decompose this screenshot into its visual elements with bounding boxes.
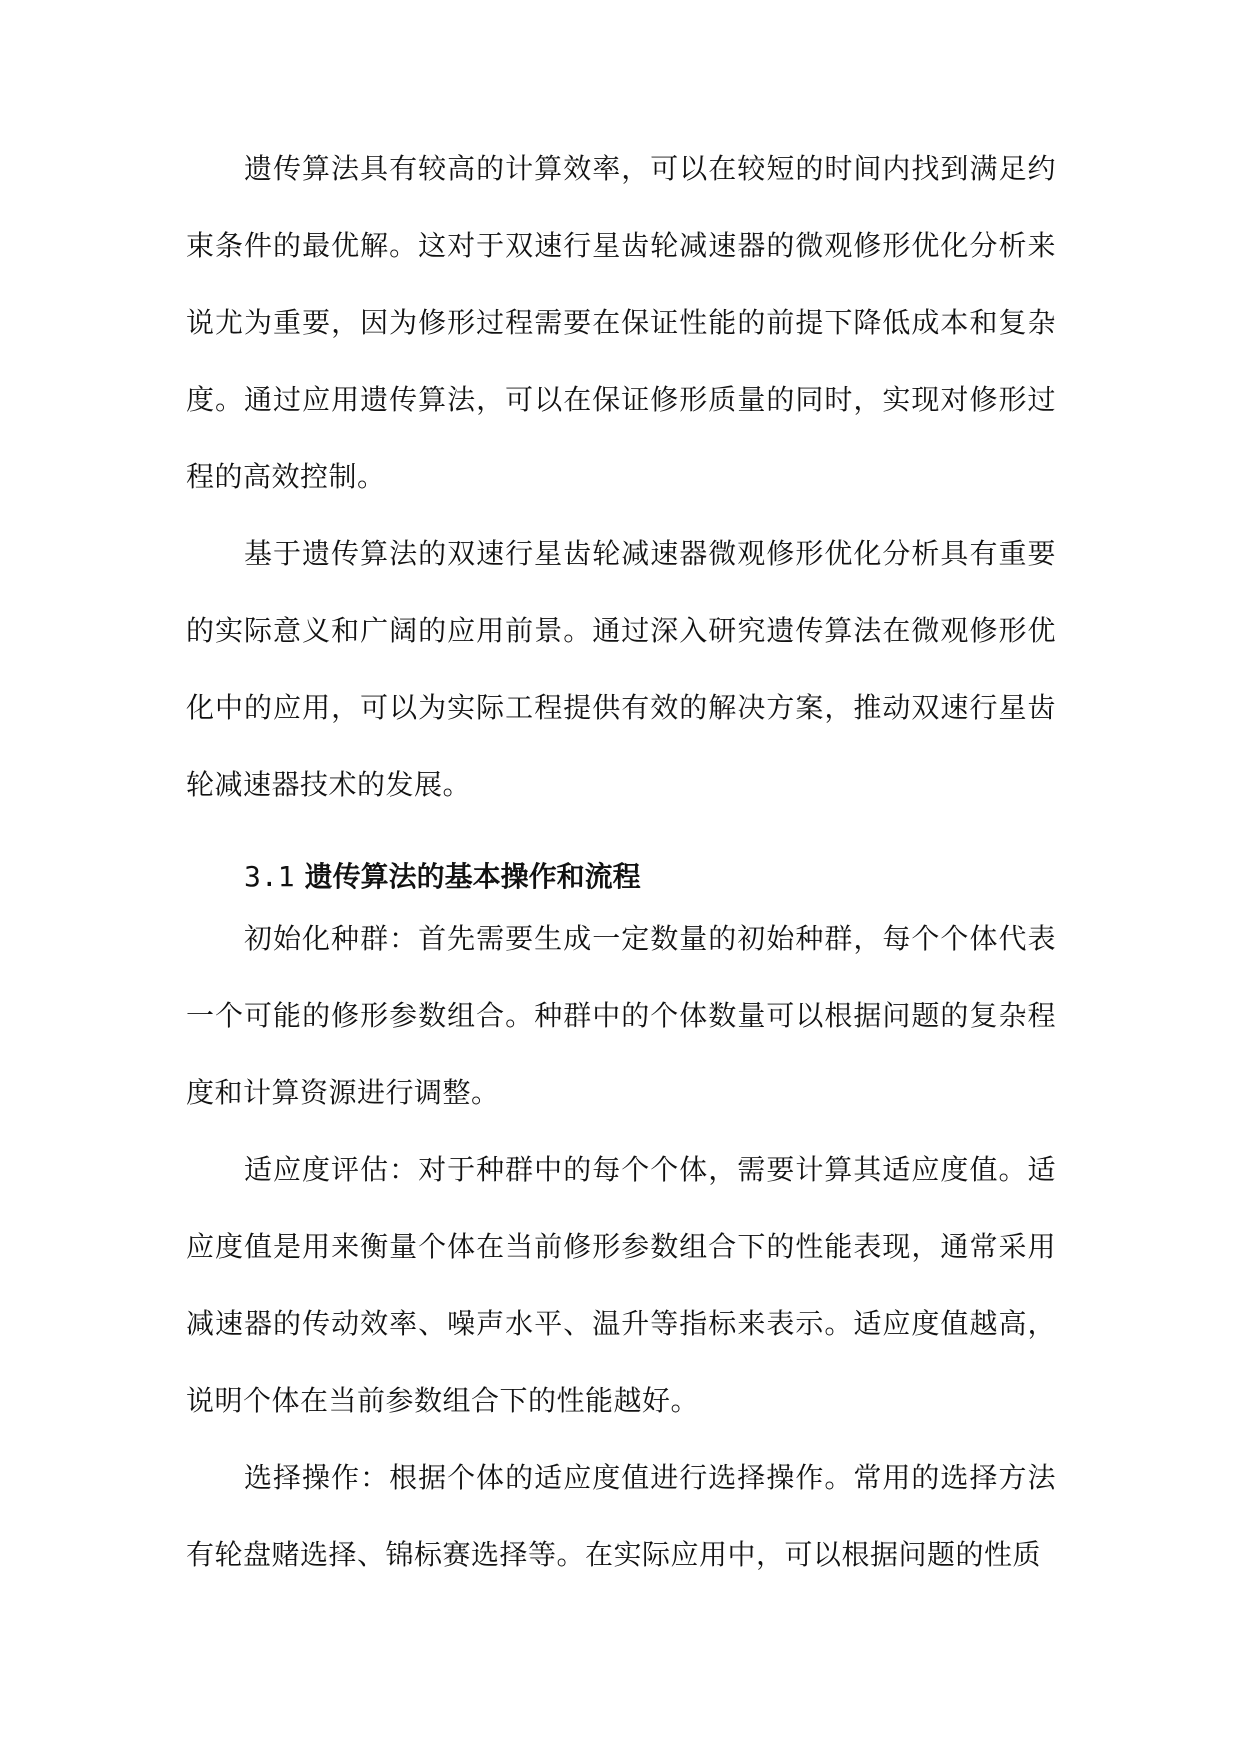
paragraph-4: 适应度评估：对于种群中的每个个体，需要计算其适应度值。适应度值是用来衡量个体在当前修形参数组合下的性能表现，通常采用减速器的传动效率、噪声水平、温升等指标来表示。适应度值越高，说明个体在当前参数组合下的性能越好。 (186, 1153, 1056, 1417)
section-title: 遗传算法的基本操作和流程 (304, 860, 641, 893)
paragraph-3: 初始化种群：首先需要生成一定数量的初始种群，每个个体代表一个可能的修形参数组合。种群中的个体数量可以根据问题的复杂程度和计算资源进行调整。 (186, 922, 1056, 1109)
paragraph-1: 遗传算法具有较高的计算效率，可以在较短的时间内找到满足约束条件的最优解。这对于双速行星齿轮减速器的微观修形优化分析来说尤为重要，因为修形过程需要在保证性能的前提下降低成本和复杂度。通过应用遗传算法，可以在保证修形质量的同时，实现对修形过程的高效控制。 (186, 152, 1056, 493)
section-heading (244, 857, 641, 897)
paragraph-5: 选择操作：根据个体的适应度值进行选择操作。常用的选择方法有轮盘赌选择、锦标赛选择等。在实际应用中，可以根据问题的性质 (186, 1461, 1056, 1571)
section-number: 3.1 (244, 860, 295, 893)
paragraph-2: 基于遗传算法的双速行星齿轮减速器微观修形优化分析具有重要的实际意义和广阔的应用前景。通过深入研究遗传算法在微观修形优化中的应用，可以为实际工程提供有效的解决方案，推动双速行星齿轮减速器技术的发展。 (186, 537, 1056, 801)
